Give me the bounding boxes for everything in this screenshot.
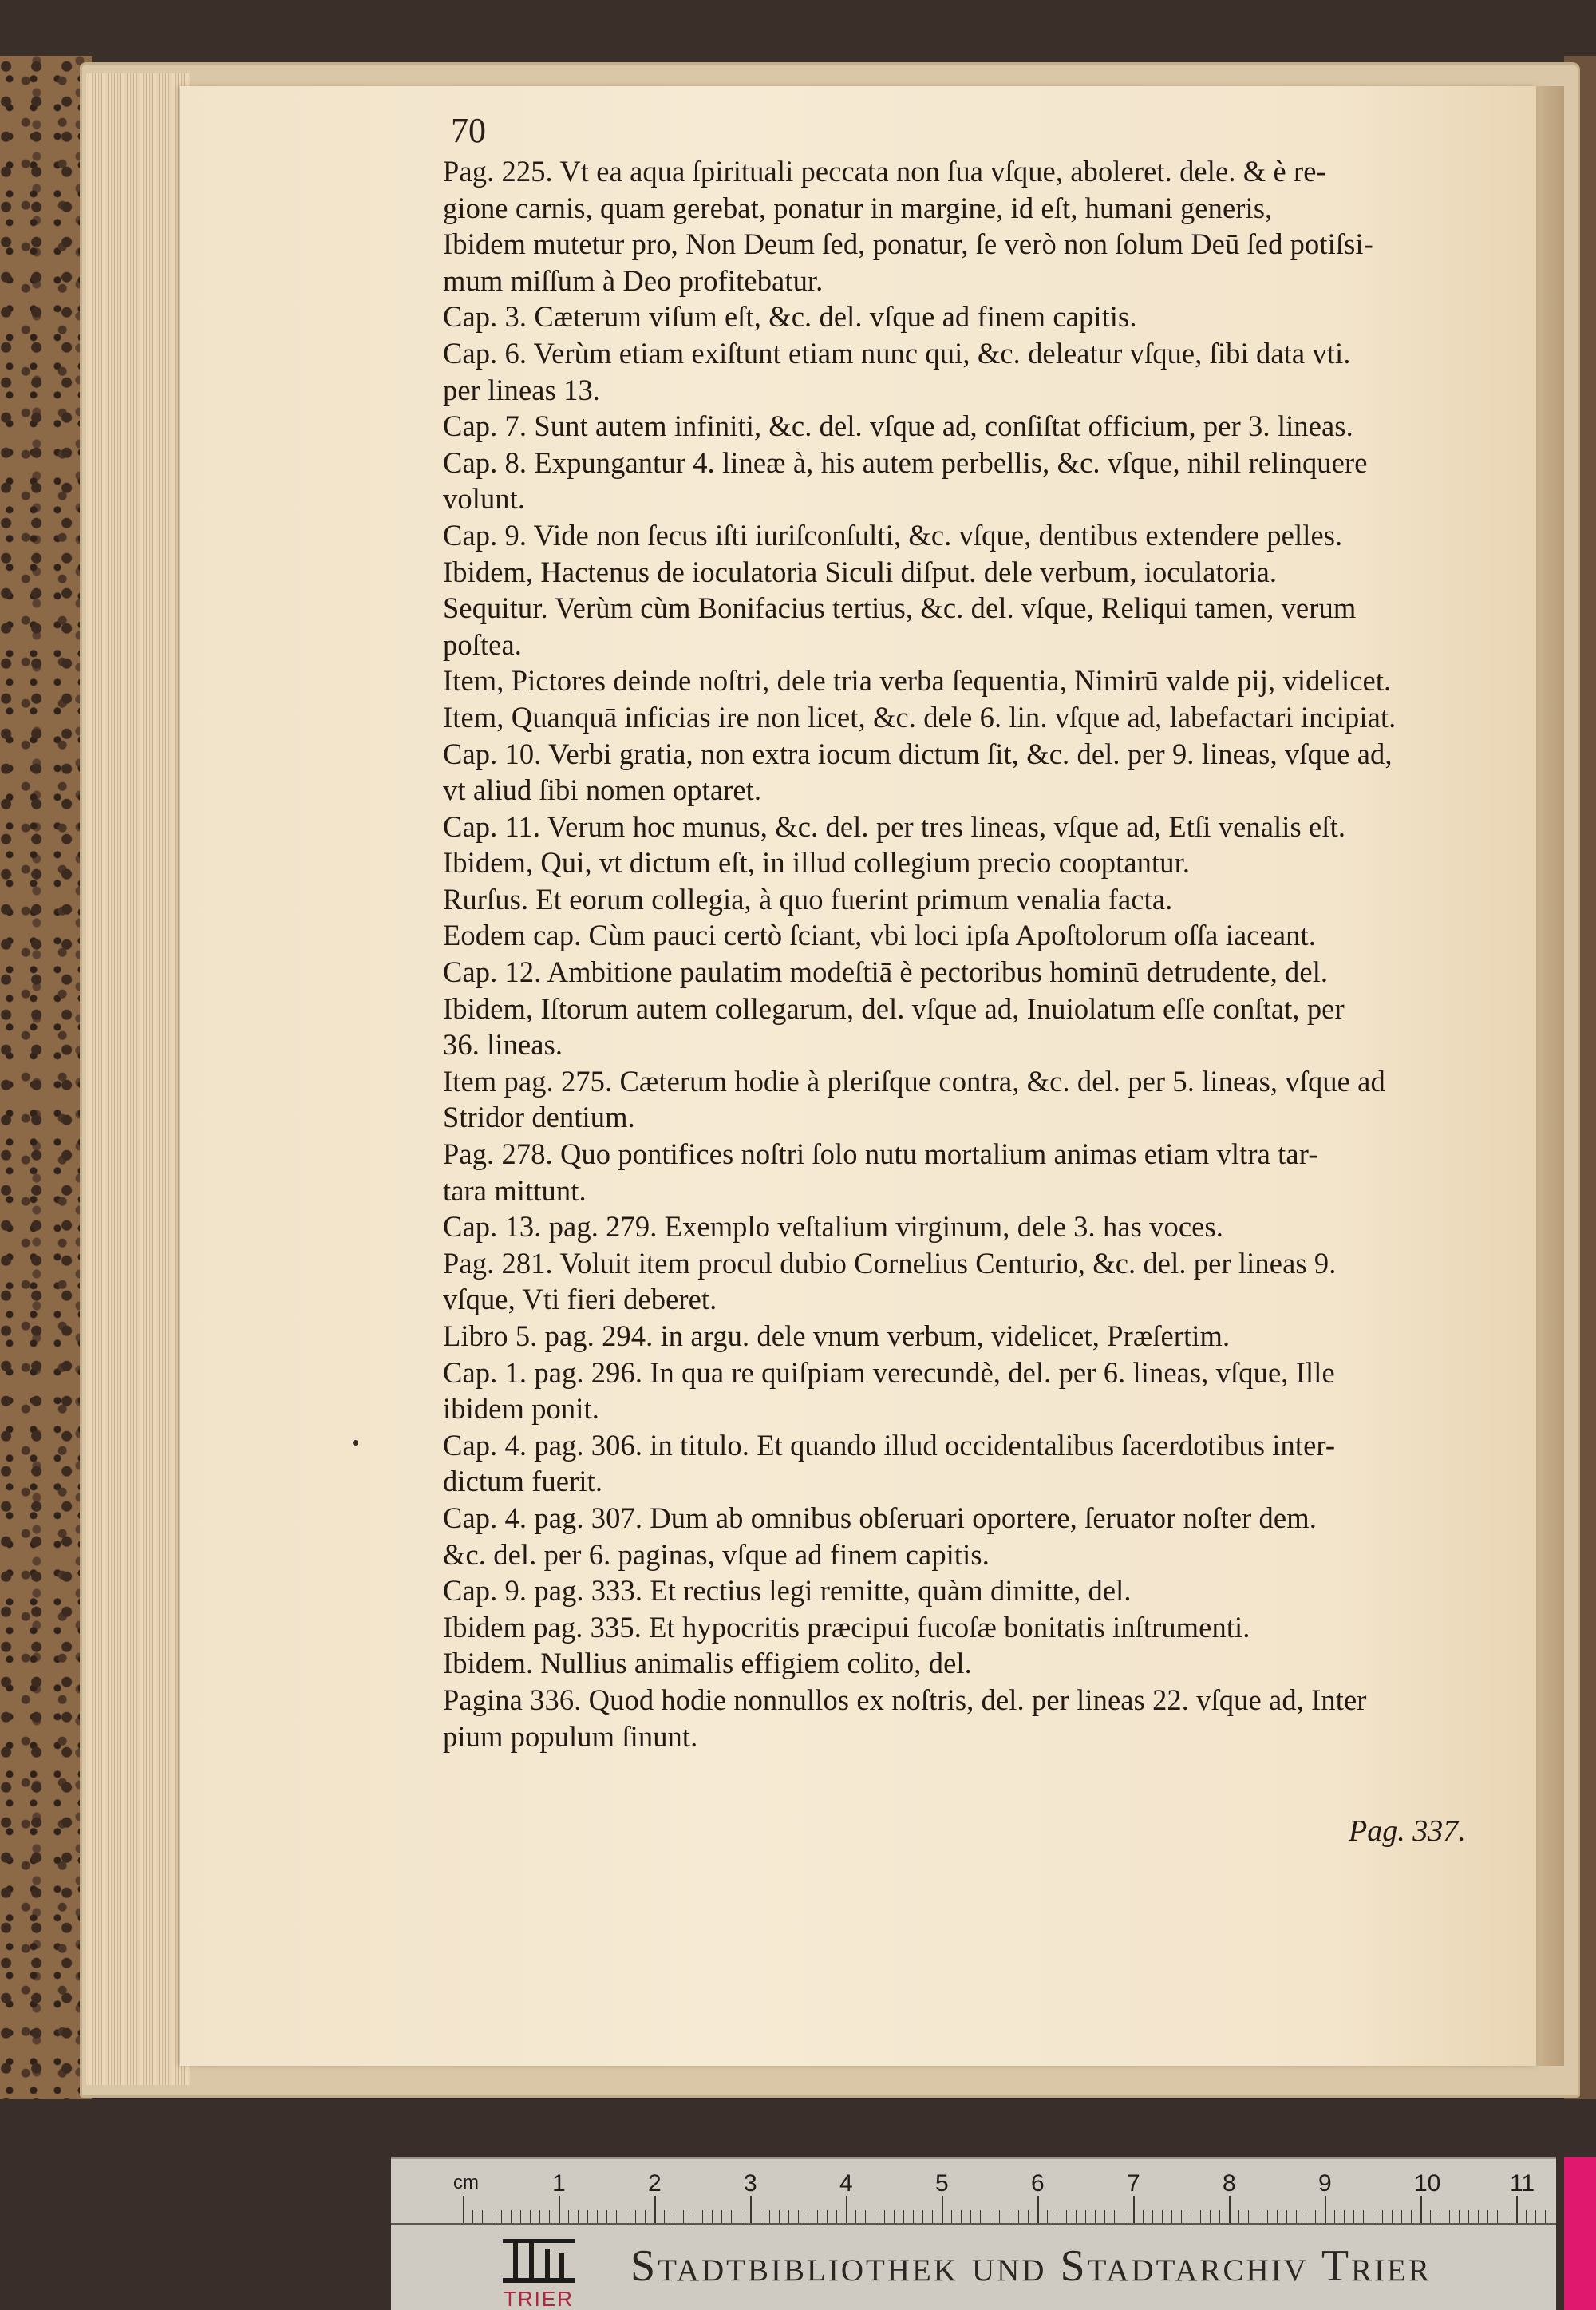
ruler-minor-tick [539,2210,540,2223]
text-line: Cap. 13. pag. 279. Exemplo veſtalium virginum, dele 3. has voces. [443,1210,1223,1244]
text-line: vt aliud ſibi nomen optaret. [443,773,762,807]
ruler-minor-tick [511,2210,512,2223]
text-line: Ibidem pag. 335. Et hypocritis præcipui fucoſæ bonitatis inſtrumenti. [443,1610,1250,1644]
ruler-major-tick [1420,2196,1422,2223]
library-logo-icon [499,2233,579,2288]
text-line: Rurſus. Et eorum collegia, à quo fuerint primum venalia facta. [443,882,1173,916]
page-number: 70 [451,111,486,150]
ruler-minor-tick [903,2210,904,2223]
ruler-minor-tick [482,2210,483,2223]
ruler-minor-tick [970,2210,971,2223]
text-line: Cap. 8. Expungantur 4. lineæ à, his autem perbellis, &c. vſque, nihil relinquere [443,445,1368,479]
ruler-minor-tick [1210,2210,1211,2223]
ruler-minor-tick [712,2210,713,2223]
text-line: pium populum ſinunt. [443,1719,698,1753]
ink-speck [353,1440,358,1446]
text-line: Ibidem, Hactenus de ioculatoria Siculi diſput. dele verbum, ioculatoria. [443,555,1278,588]
ruler-minor-tick [884,2210,885,2223]
page-edges [86,73,190,2085]
ruler-minor-tick [1076,2210,1077,2223]
text-line: vſque, Vti fieri deberet. [443,1283,717,1316]
book-cover-left [0,56,92,2099]
ruler-major-tick [1325,2196,1326,2223]
scale-ruler [391,2157,1556,2310]
ruler-minor-tick [1104,2210,1105,2223]
ruler-number: 11 [1510,2170,1535,2197]
ruler-number: 5 [935,2170,949,2197]
ruler-minor-tick [1181,2210,1182,2223]
ruler-unit: cm [453,2172,479,2193]
ruler-minor-tick [1401,2210,1402,2223]
ruler-minor-tick [961,2210,962,2223]
ruler-major-tick [654,2196,656,2223]
ruler-minor-tick [1085,2210,1086,2223]
ruler-minor-tick [999,2210,1000,2223]
ruler-minor-tick [578,2210,579,2223]
institution-name: Stadtbibliothek und Stadtarchiv Trier [630,2241,1432,2291]
ruler-minor-tick [1334,2210,1335,2223]
ruler-minor-tick [1430,2210,1431,2223]
ruler-minor-tick [1459,2210,1460,2223]
text-line: Item, Quanquā inficias ire non licet, &c. dele 6. lin. vſque ad, labefactari incipiat. [443,700,1396,734]
ruler-minor-tick [1363,2210,1364,2223]
ruler-number: 6 [1031,2170,1045,2197]
ruler-minor-tick [1535,2210,1536,2223]
ruler-number: 8 [1223,2170,1236,2197]
text-line: poſtea. [443,627,523,661]
text-line: Cap. 10. Verbi gratia, non extra iocum dictum ſit, &c. del. per 9. lineas, vſque ad, [443,737,1393,770]
ruler-minor-tick [702,2210,703,2223]
ruler-major-tick [1229,2196,1231,2223]
errata-text [443,153,1476,1754]
text-line: volunt. [443,482,526,516]
ruler-minor-tick [951,2210,952,2223]
text-line: Ibidem mutetur pro, Non Deum ſed, ponatur, ſe verò non ſolum Deū ſed potiſsi- [443,227,1373,261]
ruler-minor-tick [817,2210,818,2223]
ruler-minor-tick [1411,2210,1412,2223]
ruler-minor-tick [1171,2210,1172,2223]
text-line: Cap. 1. pag. 296. In qua re quiſpiam verecundè, del. per 6. lineas, vſque, Ille [443,1355,1335,1389]
ruler-minor-tick [645,2210,646,2223]
ruler-major-tick [942,2196,943,2223]
text-line: ibidem ponit. [443,1392,599,1426]
ruler-minor-tick [1143,2210,1144,2223]
ruler-major-tick [1516,2196,1518,2223]
ruler-minor-tick [587,2210,588,2223]
ruler-major-tick [463,2196,464,2223]
ruler-major-tick [750,2196,752,2223]
ruler-minor-tick [1392,2210,1393,2223]
ruler-number: 2 [648,2170,662,2197]
ruler-minor-tick [1296,2210,1297,2223]
ruler-minor-tick [1277,2210,1278,2223]
ruler-minor-tick [731,2210,732,2223]
ruler-minor-tick [568,2210,569,2223]
text-line: Cap. 12. Ambitione paulatim modeſtiā è pectoribus hominū detrudente, del. [443,955,1329,989]
ruler-number: 10 [1414,2170,1441,2197]
ruler-minor-tick [865,2210,866,2223]
text-line: Cap. 9. Vide non ſecus iſti iuriſconſulti, &c. vſque, dentibus extendere pelles. [443,518,1343,552]
ruler-minor-tick [721,2210,722,2223]
ruler-minor-tick [501,2210,502,2223]
text-line: Libro 5. pag. 294. in argu. dele vnum verbum, videlicet, Præſertim. [443,1319,1231,1352]
scan-background-top [0,0,1596,64]
text-line: Cap. 7. Sunt autem infiniti, &c. del. vſque ad, conſiſtat officium, per 3. lineas. [443,409,1353,443]
ruler-major-tick [846,2196,847,2223]
ruler-minor-tick [1095,2210,1096,2223]
ruler-number: 4 [839,2170,853,2197]
ruler-minor-tick [1238,2210,1239,2223]
ruler-minor-tick [472,2210,473,2223]
ruler-minor-tick [798,2210,799,2223]
text-line: Pag. 278. Quo pontifices noſtri ſolo nutu mortalium animas etiam vltra tar- [443,1137,1318,1171]
ruler-minor-tick [1114,2210,1115,2223]
ruler-number: 1 [552,2170,566,2197]
ruler-minor-tick [1468,2210,1469,2223]
ruler-minor-tick [769,2210,770,2223]
text-line: Item, Pictores deinde noſtri, dele tria verba ſequentia, Nimirū valde pij, videlicet. [443,664,1392,698]
ruler-number: 3 [744,2170,757,2197]
ruler-minor-tick [520,2210,521,2223]
text-line: Ibidem. Nullius animalis effigiem colito, del. [443,1647,972,1680]
text-line: tara mittunt. [443,1173,587,1207]
ruler-minor-tick [1028,2210,1029,2223]
text-line: Pag. 225. Vt ea aqua ſpirituali peccata non ſua vſque, aboleret. dele. & è re- [443,155,1326,188]
text-line: Pag. 281. Voluit item procul dubio Cornelius Centurio, &c. del. per lineas 9. [443,1246,1337,1280]
text-line: per lineas 13. [443,373,601,406]
ruler-minor-tick [836,2210,837,2223]
ruler-minor-tick [664,2210,665,2223]
text-line: 36. lineas. [443,1028,563,1062]
ruler-minor-tick [1219,2210,1220,2223]
text-line: Pagina 336. Quod hodie nonnullos ex noſtris, del. per lineas 22. vſque ad, Inter [443,1683,1367,1716]
ruler-minor-tick [1344,2210,1345,2223]
text-line: Sequitur. Verùm cùm Bonifacius tertius, &c. del. vſque, Reliqui tamen, verum [443,591,1357,625]
ruler-minor-tick [1526,2210,1527,2223]
text-line: Cap. 4. pag. 307. Dum ab omnibus obſeruari oportere, ſeruator noſter dem. [443,1501,1317,1534]
ruler-minor-tick [1545,2210,1546,2223]
ruler-minor-tick [1497,2210,1498,2223]
ruler-major-tick [1133,2196,1135,2223]
text-line: Cap. 9. pag. 333. Et rectius legi remitte, quàm dimitte, del. [443,1574,1132,1608]
text-line: mum miſſum à Deo profitebatur. [443,263,824,297]
ruler-minor-tick [1487,2210,1488,2223]
text-line: Cap. 4. pag. 306. in titulo. Et quando illud occidentalibus ſacerdotibus inter- [443,1428,1336,1462]
color-calibration-strip [1564,2157,1596,2310]
ruler-minor-tick [980,2210,981,2223]
ruler-minor-tick [597,2210,598,2223]
ruler-major-tick [559,2196,560,2223]
ruler-scale [391,2159,1556,2225]
ruler-minor-tick [922,2210,923,2223]
ruler-minor-tick [1162,2210,1163,2223]
text-line: Ibidem, Qui, vt dictum eſt, in illud collegium precio cooptantur. [443,846,1191,880]
ruler-number: 7 [1127,2170,1140,2197]
ruler-minor-tick [1478,2210,1479,2223]
ruler-minor-tick [1047,2210,1048,2223]
ruler-minor-tick [683,2210,684,2223]
ruler-minor-tick [913,2210,914,2223]
ruler-number: 9 [1318,2170,1332,2197]
text-line: Item pag. 275. Cæterum hodie à pleriſque contra, &c. del. per 5. lineas, vſque ad [443,1064,1385,1098]
ruler-minor-tick [1200,2210,1201,2223]
ruler-minor-tick [1248,2210,1249,2223]
ruler-minor-tick [1018,2210,1019,2223]
ruler-minor-tick [1267,2210,1268,2223]
ruler-minor-tick [779,2210,780,2223]
ruler-minor-tick [1382,2210,1383,2223]
text-line: Cap. 11. Verum hoc munus, &c. del. per tres lineas, vſque ad, Etſi venalis eſt. [443,809,1346,843]
ruler-minor-tick [530,2210,531,2223]
ruler-minor-tick [932,2210,933,2223]
text-line: Stridor dentium. [443,1101,635,1134]
ruler-minor-tick [616,2210,617,2223]
ruler-minor-tick [1315,2210,1316,2223]
ruler-minor-tick [1066,2210,1067,2223]
ruler-minor-tick [894,2210,895,2223]
text-line: gione carnis, quam gerebat, ponatur in margine, id eſt, humani generis, [443,191,1273,224]
text-line: Ibidem, Iſtorum autem collegarum, del. vſque ad, Inuiolatum eſſe conſtat, per [443,991,1345,1025]
logo-caption: TRIER [504,2287,574,2310]
text-line: dictum fuerit. [443,1465,603,1498]
ruler-minor-tick [635,2210,636,2223]
text-line: Eodem cap. Cùm pauci certò ſciant, vbi loci ipſa Apoſtolorum oſſa iaceant. [443,919,1316,952]
ruler-minor-tick [549,2210,550,2223]
text-line: Cap. 6. Verùm etiam exiſtunt etiam nunc qui, &c. deleatur vſque, ſibi data vti. [443,336,1351,370]
ruler-minor-tick [827,2210,828,2223]
ruler-minor-tick [1286,2210,1287,2223]
ruler-major-tick [1037,2196,1039,2223]
ruler-minor-tick [1353,2210,1354,2223]
text-line: Cap. 3. Cæterum viſum eſt, &c. del. vſque ad finem capitis. [443,300,1137,334]
ruler-minor-tick [1449,2210,1450,2223]
text-line: &c. del. per 6. paginas, vſque ad finem capitis. [443,1537,990,1571]
catchword: Pag. 337. [1349,1814,1466,1848]
ruler-minor-tick [788,2210,789,2223]
ruler-minor-tick [1152,2210,1153,2223]
ruler-minor-tick [855,2210,856,2223]
ruler-minor-tick [606,2210,607,2223]
